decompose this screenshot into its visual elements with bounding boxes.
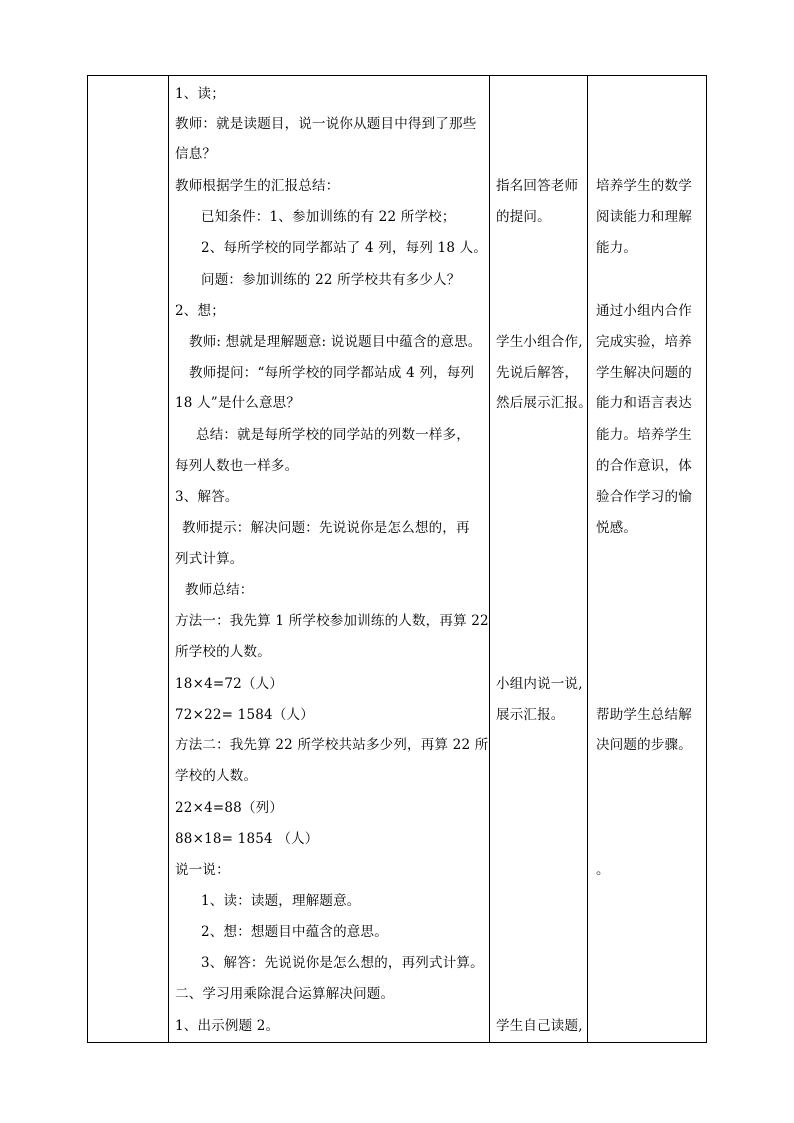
student-line: 先说后解答， (496, 365, 579, 381)
process-line: 所学校的人数。 (175, 644, 271, 660)
student-line: 展示汇报。 (496, 707, 565, 723)
process-line: 总结：就是每所学校的同学站的列数一样多， (196, 427, 470, 443)
purpose-line: 完成实验，培养 (596, 334, 692, 350)
process-line: 教师: 想就是理解题意: 说说题目中蕴含的意思。 (189, 334, 482, 350)
student-line: 小组内说一说, (496, 676, 583, 692)
student-line: 学生自己读题, (496, 1018, 583, 1034)
purpose-line: 决问题的步骤。 (596, 737, 692, 753)
process-line: 2、想：想题目中蕴含的意思。 (201, 924, 388, 940)
process-line: 2、想； (175, 303, 225, 319)
process-line: 说一说： (175, 862, 230, 878)
process-line: 已知条件：1、参加训练的有 22 所学校； (201, 209, 456, 225)
process-line: 二、学习用乘除混合运算解决问题。 (175, 986, 395, 1002)
purpose-line: 能力。 (596, 240, 638, 256)
student-line: 然后展示汇报。 (496, 395, 592, 411)
process-line: 教师根据学生的汇报总结： (175, 178, 340, 194)
process-line: 72×22= 1584（人） (175, 707, 314, 723)
process-line: 每列人数也一样多。 (175, 458, 299, 474)
process-line: 1、读：读题，理解题意。 (201, 893, 361, 909)
process-line: 列式计算。 (175, 551, 244, 567)
purpose-line: 培养学生的数学 (596, 178, 692, 194)
process-line: 学校的人数。 (175, 768, 258, 784)
process-line: 教师提示：解决问题：先说说你是怎么想的，再 (182, 520, 470, 536)
process-line: 88×18= 1854 （人） (175, 831, 319, 847)
column-divider (587, 76, 588, 1042)
purpose-line: 能力。培养学生 (596, 427, 692, 443)
process-line: 方法一：我先算 1 所学校参加训练的人数，再算 22 (175, 613, 489, 629)
process-line: 信息？ (175, 146, 217, 162)
lesson-table (87, 75, 707, 1043)
process-line: 1、出示例题 2。 (175, 1018, 280, 1034)
purpose-line: 通过小组内合作 (596, 303, 692, 319)
process-line: 22×4=88（列） (175, 800, 284, 816)
student-line: 指名回答老师 (496, 178, 579, 194)
column-divider (489, 76, 490, 1042)
process-line: 教师提问：“每所学校的同学都站成 4 列，每列 (189, 365, 475, 381)
purpose-line: 悦感。 (596, 520, 638, 536)
process-line: 1、读； (175, 86, 225, 102)
purpose-line: 阅读能力和理解 (596, 209, 692, 225)
purpose-line: 的合作意识，体 (596, 458, 692, 474)
process-line: 18 人”是什么意思？ (175, 395, 301, 411)
purpose-line: 验合作学习的愉 (596, 489, 692, 505)
process-line: 3、解答。 (175, 489, 239, 505)
process-line: 教师总结： (185, 582, 254, 598)
purpose-line: 能力和语言表达 (596, 395, 692, 411)
purpose-line: 学生解决问题的 (596, 365, 692, 381)
process-line: 问题：参加训练的 22 所学校共有多少人？ (201, 272, 461, 288)
purpose-line: 。 (596, 862, 610, 878)
process-line: 2、每所学校的同学都站了 4 列，每列 18 人。 (201, 240, 488, 256)
student-line: 的提问。 (496, 209, 551, 225)
student-line: 学生小组合作, (496, 334, 583, 350)
process-line: 教师：就是读题目，说一说你从题目中得到了那些 (175, 116, 477, 132)
column-divider (168, 76, 169, 1042)
process-line: 方法二：我先算 22 所学校共站多少列，再算 22 所 (175, 737, 489, 753)
process-line: 18×4=72（人） (175, 676, 284, 692)
purpose-line: 帮助学生总结解 (596, 707, 692, 723)
process-line: 3、解答：先说说你是怎么想的，再列式计算。 (201, 955, 484, 971)
